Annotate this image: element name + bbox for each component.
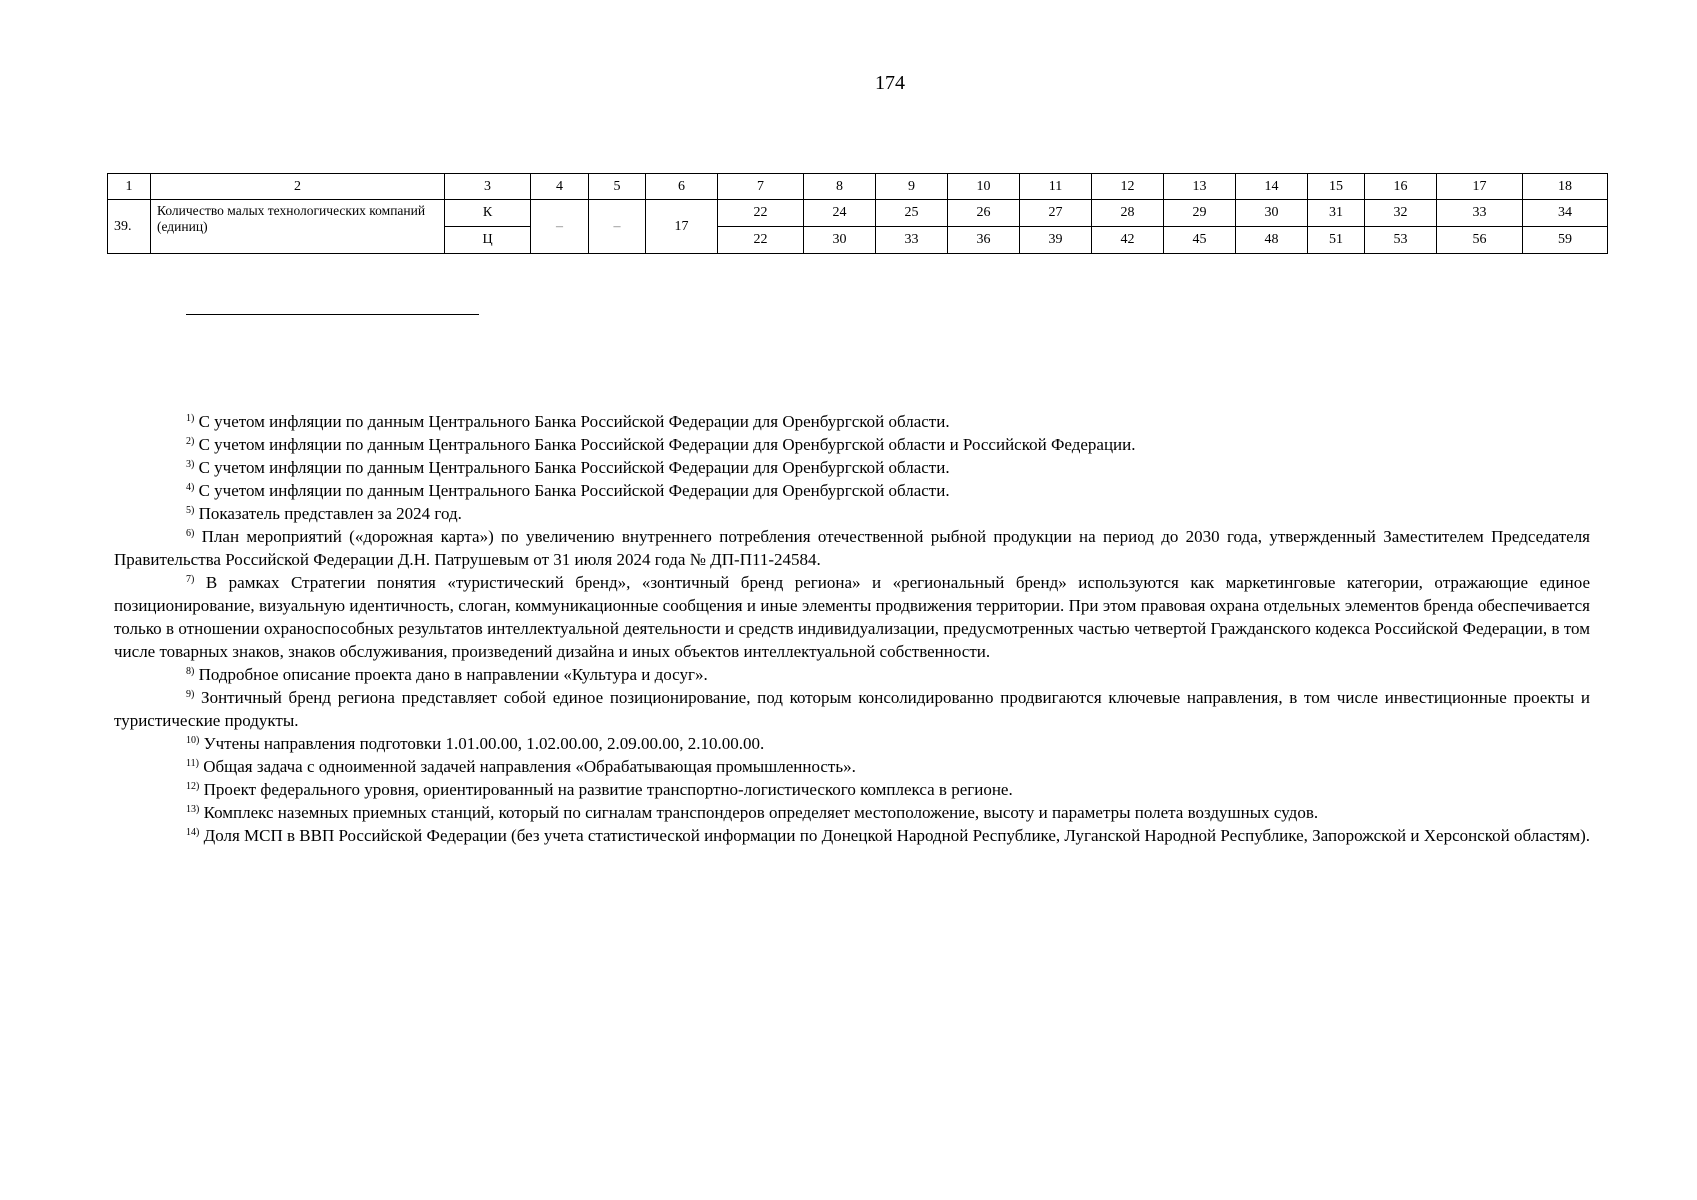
value-cell: 48 [1236,227,1308,254]
column-number: 6 [646,174,718,200]
footnote [114,686,1590,732]
footnote-text: С учетом инфляции по данным Центрального Банка Российской Федерации для Оренбургской области. [198,481,950,500]
row-number: 39. [108,200,151,254]
footnote [114,571,1590,663]
footnote [114,525,1590,571]
column-number: 9 [876,174,948,200]
column-number: 16 [1365,174,1437,200]
footnote [114,732,1590,755]
footnote [114,433,1590,456]
footnote-text: Учтены направления подготовки 1.01.00.00, 1.02.00.00, 2.09.00.00, 2.10.00.00. [203,734,765,753]
value-cell: 32 [1365,200,1437,227]
footnote [114,778,1590,801]
footnote [114,824,1590,847]
cell-col5: – [589,200,646,254]
value-cell: 22 [718,227,804,254]
footnote [114,755,1590,778]
footnote-mark: 1) [186,413,195,424]
value-cell: 34 [1523,200,1608,227]
column-number: 10 [948,174,1020,200]
indicator-table [107,173,1608,254]
value-cell: 30 [1236,200,1308,227]
value-cell: 56 [1437,227,1523,254]
footnote-mark: 10) [186,735,200,746]
value-cell: 42 [1092,227,1164,254]
footnote-text: Зонтичный бренд региона представляет собой единое позиционирование, под которым консолидированно продвигаются ключевые направления, в том числе инвестиционные проекты и туристические продукты. [114,688,1591,730]
footnote-text: С учетом инфляции по данным Центрального Банка Российской Федерации для Оренбургской области и Российской Федерации. [198,435,1136,454]
value-cell: 25 [876,200,948,227]
footnote-mark: 12) [186,781,200,792]
footnote-text: С учетом инфляции по данным Центрального Банка Российской Федерации для Оренбургской области. [198,458,950,477]
footnote-separator [186,314,479,315]
column-number: 3 [445,174,531,200]
column-number: 1 [108,174,151,200]
footnote-mark: 9) [186,689,195,700]
value-cell: 51 [1308,227,1365,254]
footnote [114,663,1590,686]
value-cell: 36 [948,227,1020,254]
footnote [114,410,1590,433]
column-number: 17 [1437,174,1523,200]
footnote-text: Подробное описание проекта дано в направлении «Культура и досуг». [198,665,708,684]
footnote-mark: 11) [186,758,199,769]
column-number: 13 [1164,174,1236,200]
footnote-mark: 5) [186,505,195,516]
footnote-mark: 2) [186,436,195,447]
footnote-text: С учетом инфляции по данным Центрального Банка Российской Федерации для Оренбургской области. [198,412,950,431]
column-number: 5 [589,174,646,200]
value-cell: 53 [1365,227,1437,254]
value-cell: 33 [1437,200,1523,227]
indicator-name: Количество малых технологических компаний (единиц) [151,200,445,254]
column-number: 11 [1020,174,1092,200]
value-cell: 22 [718,200,804,227]
column-number: 4 [531,174,589,200]
footnote-mark: 7) [186,574,195,585]
footnote-mark: 8) [186,666,195,677]
table-row-k [108,200,1608,227]
value-cell: 29 [1164,200,1236,227]
footnotes [114,410,1590,847]
cell-col6: 17 [646,200,718,254]
column-number: 2 [151,174,445,200]
column-number: 7 [718,174,804,200]
row-type-label: К [445,200,531,227]
footnote-text: Общая задача с одноименной задачей направления «Обрабатывающая промышленность». [203,757,856,776]
footnote-mark: 4) [186,482,195,493]
value-cell: 59 [1523,227,1608,254]
column-number: 18 [1523,174,1608,200]
page-number: 174 [875,72,905,94]
footnote [114,801,1590,824]
column-number: 15 [1308,174,1365,200]
cell-col4: – [531,200,589,254]
footnote-mark: 14) [186,827,200,838]
footnote-mark: 3) [186,459,195,470]
footnote-text: Показатель представлен за 2024 год. [198,504,462,523]
footnote-text: План мероприятий («дорожная карта») по увеличению внутреннего потребления отечественной рыбной продукции на период до 2030 года, утвержденный Заместителем Председателя Правительства Российской Федерации Д.Н. Патрушевым от 31 июля 2024 года № ДП-П11-24584. [114,527,1590,569]
value-cell: 31 [1308,200,1365,227]
column-number: 14 [1236,174,1308,200]
value-cell: 24 [804,200,876,227]
footnote-text: В рамках Стратегии понятия «туристический бренд», «зонтичный бренд региона» и «региональный бренд» используются как маркетинговые категории, отражающие единое позиционирование, визуальную идентичность, слоган, коммуникационные сообщения и иные элементы продвижения территории. При этом правовая охрана отдельных элементов бренда обеспечивается только в отношении охраноспособных результатов интеллектуальной деятельности и средств индивидуализации, предусмотренных частью четвертой Гражданского кодекса Российской Федерации, в том числе товарных знаков, знаков обслуживания, произведений дизайна и иных объектов интеллектуальной собственности. [114,573,1591,661]
column-number: 8 [804,174,876,200]
footnote [114,479,1590,502]
value-cell: 26 [948,200,1020,227]
footnote-text: Комплекс наземных приемных станций, который по сигналам транспондеров определяет местоположение, высоту и параметры полета воздушных судов. [203,803,1319,822]
footnote-mark: 6) [186,528,195,539]
value-cell: 30 [804,227,876,254]
footnote [114,456,1590,479]
value-cell: 39 [1020,227,1092,254]
value-cell: 45 [1164,227,1236,254]
footnote [114,502,1590,525]
footnote-text: Проект федерального уровня, ориентированный на развитие транспортно-логистического комплекса в регионе. [203,780,1013,799]
footnote-mark: 13) [186,804,200,815]
value-cell: 27 [1020,200,1092,227]
table-header-row [108,174,1608,200]
row-type-label: Ц [445,227,531,254]
value-cell: 33 [876,227,948,254]
value-cell: 28 [1092,200,1164,227]
footnote-text: Доля МСП в ВВП Российской Федерации (без учета статистической информации по Донецкой Народной Республике, Луганской Народной Республике, Запорожской и Херсонской областям). [203,826,1590,845]
column-number: 12 [1092,174,1164,200]
